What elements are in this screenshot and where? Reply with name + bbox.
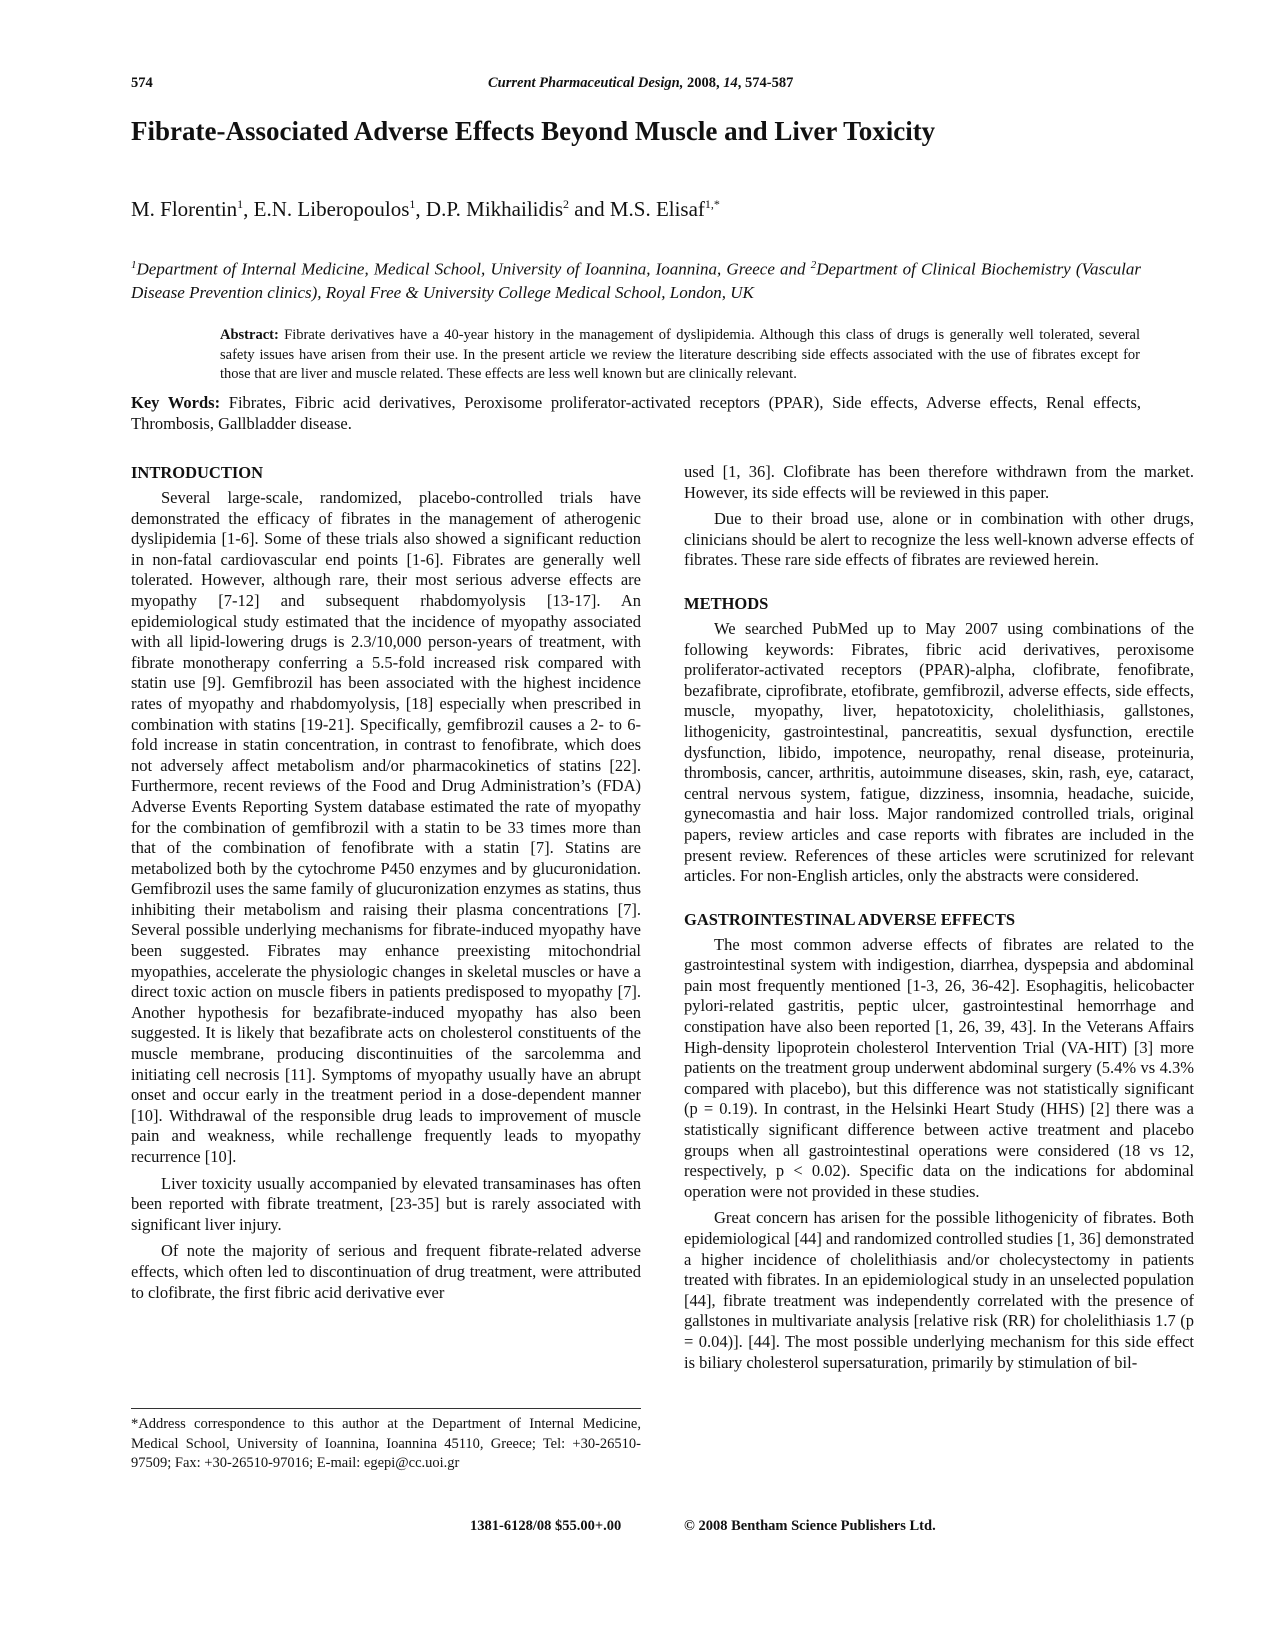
keywords-text: Fibrates, Fibric acid derivatives, Peroxisome proliferator-activated receptors (PPAR), Side effects, Adverse effects, Renal effects, Thrombosis, Gallbladder disease. <box>131 393 1141 433</box>
journal-name: Current Pharmaceutical Design, <box>488 75 684 91</box>
paragraph: Several large-scale, randomized, placebo-controlled trials have demonstrated the efficacy of fibrates in the management of atherogenic dyslipidemia [1-6]. Some of these trials also showed a significant reduction in non-fatal cardiovascular end points [1-6]. Fibrates are generally well tolerated. However, although rare, their most serious adverse effects are myopathy [7-12] and subsequent rhabdomyolysis [13-17]. An epidemiological study estimated that the incidence of myopathy associated with all lipid-lowering drugs is 2.3/10,000 person-years of treatment, with fibrate monotherapy conferring a 5.5-fold increased risk compared with statin use [9]. Gemfibrozil has been associated with the highest incidence rates of myopathy and rhabdomyolysis, [18] especially when prescribed in combination with statins [19-21]. Specifically, gemfibrozil causes a 2- to 6-fold increase in statin concentration, in contrast to fenofibrate, which does not adversely affect metabolism and/or pharmacokinetics of statins [22]. Furthermore, recent reviews of the Food and Drug Administration’s (FDA) Adverse Events Reporting System database estimated the rate of myopathy for the combination of gemfibrozil with a statin to be 33 times more than that of the combination of fenofibrate with a statin [7]. Statins are metabolized both by the cytochrome P450 enzymes and by glucuronidation. Gemfibrozil uses the same family of glucuronization enzymes as statins, thus inhibiting their metabolism and raising their plasma concentrations [7]. Several possible underlying mechanisms for fibrate-induced myopathy have been suggested. Fibrates may enhance preexisting mitochondrial myopathies, accelerate the physiologic changes in skeletal muscles or have a direct toxic action on muscle fibers in patients predisposed to myopathy [7]. Another hypothesis for bezafibrate-induced myopathy has also been suggested. It is likely that bezafibrate acts on cholesterol constituents of the muscle membrane, producing discontinuities of the sarcolemma and initiating cell necrosis [11]. Symptoms of myopathy usually have an abrupt onset and occur early in the treatment period in a dose-dependent manner [10]. Withdrawal of the responsible drug leads to improvement of muscle pain and weakness, while rechallenge frequently leads to myopathy recurrence [10]. <box>131 488 642 1166</box>
affiliation-mark: 1 <box>131 259 137 271</box>
footnote-divider <box>131 1408 641 1409</box>
affiliation-text: Department of Clinical Biochemistry (Vascular Disease Prevention clinics), Royal Free & University College Medical School, London, UK <box>131 259 1141 302</box>
keywords <box>131 392 1141 434</box>
author-list <box>131 190 720 223</box>
paragraph: The most common adverse effects of fibrates are related to the gastrointestinal system with indigestion, diarrhea, dyspepsia and abdominal pain most frequently mentioned [1-3, 26, 36-42]. Esophagitis, helicobacter pylori-related gastritis, peptic ulcer, gastrointestinal hemorrhage and constipation have also been reported [1, 26, 39, 43]. In the Veterans Affairs High-density lipoprotein cholesterol Intervention Trial (VA-HIT) [3] more patients on the treatment group underwent abdominal surgery (5.4% vs 4.3% compared with placebo), but this difference was not statistically significant (p = 0.19). In contrast, in the Helsinki Heart Study (HHS) [2] there was a statistically significant difference between active treatment and placebo groups when all gastrointestinal operations were considered (18 vs 12, respectively, p < 0.02). Specific data on the indications for abdominal operation were not provided in these studies. <box>684 934 1194 1201</box>
affiliation-mark: 2 <box>810 259 817 271</box>
abstract-label: Abstract: <box>220 327 279 343</box>
journal-citation <box>488 75 793 92</box>
journal-volume: 14 <box>723 75 738 91</box>
author-affiliation-mark: 1,* <box>704 197 720 211</box>
abstract-text: Fibrate derivatives have a 40-year history in the management of dyslipidemia. Although this class of drugs is generally well tolerated, several safety issues have arisen from their use. In the present article we review the literature describing side effects associated with the use of fibrates except for those that are liver and muscle related. These effects are less well known but are clinically relevant. <box>220 327 1140 382</box>
paragraph: used [1, 36]. Clofibrate has been therefore withdrawn from the market. However, its side effects will be reviewed in this paper. <box>684 462 1194 502</box>
section-heading-gastrointestinal: GASTROINTESTINAL ADVERSE EFFECTS <box>684 909 1016 929</box>
abstract <box>220 326 1140 385</box>
paragraph: Of note the majority of serious and frequent fibrate-related adverse effects, which often led to discontinuation of drug treatment, were attributed to clofibrate, the first fibric acid derivative ever <box>131 1241 641 1302</box>
paragraph: Great concern has arisen for the possible lithogenicity of fibrates. Both epidemiological [44] and randomized controlled studies [1, 36] demonstrated a higher incidence of cholelithiasis and/or cholecystectomy in patients treated with fibrates. In an epidemiological study in an unselected population [44], fibrate treatment was independently correlated with the presence of gallstones in multivariate analysis [relative risk (RR) for cholelithiasis 1.7 (p = 0.04)]. [44]. The most possible underlying mechanism for this side effect is biliary cholesterol supersaturation, primarily by stimulation of bil- <box>684 1208 1194 1372</box>
paragraph: Due to their broad use, alone or in combination with other drugs, clinicians should be alert to recognize the less well-known adverse effects of fibrates. These rare side effects of fibrates are reviewed herein. <box>684 509 1194 570</box>
paragraph: Liver toxicity usually accompanied by elevated transaminases has often been reported with fibrate treatment, [23-35] but is rarely associated with significant liver injury. <box>131 1173 641 1234</box>
keywords-label: Key Words: <box>131 393 221 412</box>
page-number: 574 <box>131 75 153 91</box>
author-name: M. Florentin <box>131 197 238 221</box>
author-name: , D.P. Mikhailidis <box>415 197 564 221</box>
journal-year: 2008, <box>683 75 724 91</box>
author-name: , E.N. Liberopoulos <box>243 197 410 221</box>
author-name: and M.S. Elisaf <box>569 197 705 221</box>
author-affiliation-mark: 1 <box>237 197 244 211</box>
author-affiliation-mark: 2 <box>563 197 570 211</box>
section-heading-introduction: INTRODUCTION <box>131 463 264 482</box>
affiliation-text: Department of Internal Medicine, Medical School, University of Ioannina, Ioannina, Greece and <box>136 259 811 279</box>
journal-pages: , 574-587 <box>737 75 794 91</box>
footer-issn: 1381-6128/08 $55.00+.00 <box>470 1518 622 1534</box>
footer-copyright: © 2008 Bentham Science Publishers Ltd. <box>684 1518 936 1534</box>
article-title: Fibrate-Associated Adverse Effects Beyond Muscle and Liver Toxicity <box>131 116 936 146</box>
right-column <box>684 462 1194 1379</box>
paragraph: We searched PubMed up to May 2007 using combinations of the following keywords: Fibrates, fibric acid derivatives, peroxisome proliferator-activated receptors (PPAR)-alpha, clofibrate, fenofibrate, bezafibrate, ciprofibrate, etofibrate, gemfibrozil, adverse effects, side effects, muscle, myopathy, liver, hepatotoxicity, cholelithiasis, gallstones, lithogenicity, gastrointestinal, pancreatitis, sexual dysfunction, erectile dysfunction, libido, impotence, neuropathy, renal disease, proteinuria, thrombosis, cancer, arthritis, autoimmune diseases, skin, rash, eye, cataract, central nervous system, fatigue, dizziness, insomnia, headache, suicide, gynecomastia and hair loss. Major randomized controlled trials, original papers, review articles and case reports with fibrates are included in the present review. References of these articles were scrutinized for relevant articles. For non-English articles, only the abstracts were considered. <box>684 618 1194 886</box>
left-column <box>131 462 641 1309</box>
correspondence-footnote: *Address correspondence to this author at the Department of Internal Medicine, Medical School, University of Ioannina, Ioannina 45110, Greece; Tel: +30-26510-97509; Fax: +30-26510-97016; E-mail: egepi@cc.uoi.gr <box>131 1416 641 1471</box>
author-affiliation-mark: 1 <box>409 197 416 211</box>
section-heading-methods: METHODS <box>684 593 769 613</box>
affiliations <box>131 254 1141 304</box>
